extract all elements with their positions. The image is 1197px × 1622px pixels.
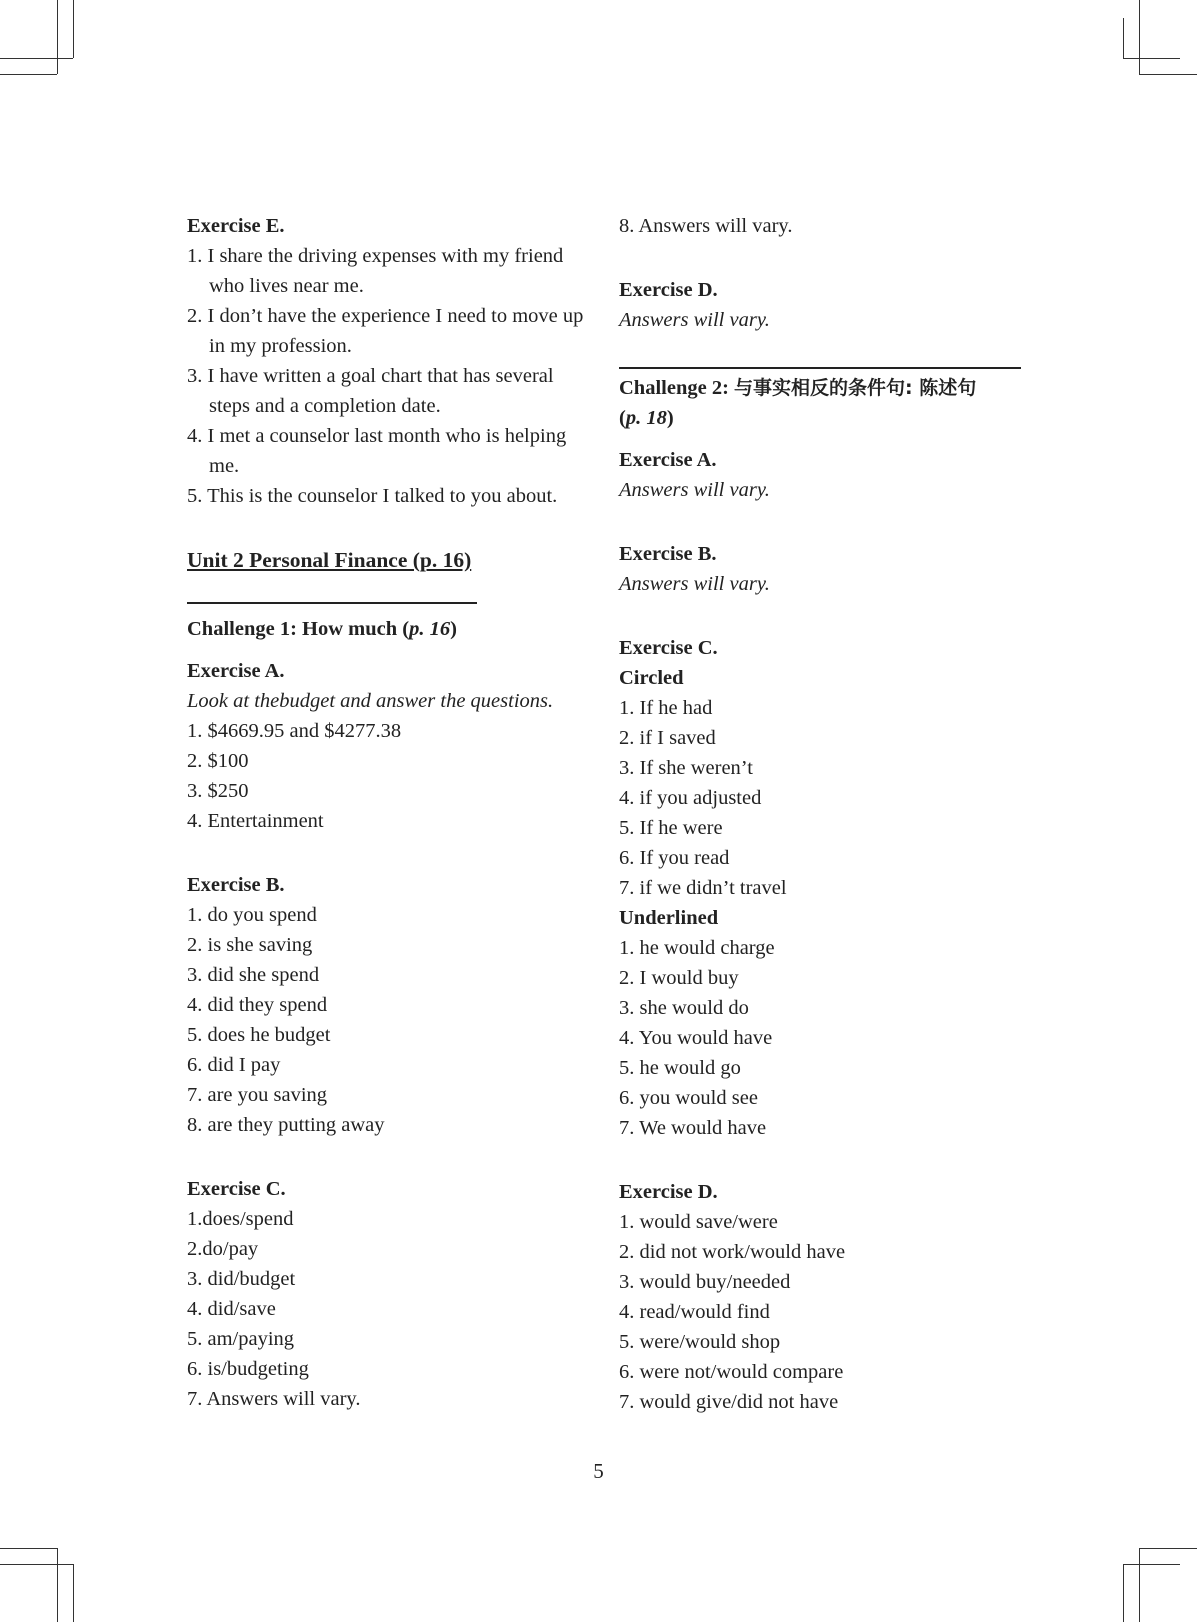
challenge-1-title: Challenge 1: How much (p. 16) [187, 618, 457, 640]
exercise-d-item: 6. were not/would compare [619, 1361, 844, 1383]
exercise-a-instruction: Look at thebudget and answer the questions. [187, 690, 554, 712]
crop-mark [57, 0, 58, 74]
exercise-d-item: 1. would save/were [619, 1211, 778, 1233]
exercise-c-item: 1.does/spend [187, 1208, 294, 1230]
circled-label: Circled [619, 667, 684, 689]
underlined-item: 1. he would charge [619, 937, 775, 959]
exercise-b-item: 6. did I pay [187, 1054, 281, 1076]
exercise-a-note: Answers will vary. [619, 479, 770, 501]
underlined-item: 6. you would see [619, 1087, 758, 1109]
circled-item: 1. If he had [619, 697, 713, 719]
exercise-c-heading: Exercise C. [619, 637, 718, 659]
page-number: 5 [593, 1459, 604, 1483]
crop-mark [1139, 74, 1197, 75]
challenge-2-title: Challenge 2: 与事实相反的条件句: 陈述句 (p. 18) [619, 377, 977, 429]
exercise-b-item: 3. did she spend [187, 964, 320, 986]
crop-mark [1123, 18, 1124, 58]
exercise-a-item: 4. Entertainment [187, 810, 324, 832]
exercise-e-item: 1. I share the driving expenses with my friend who lives near me. [187, 245, 564, 297]
underlined-item: 7. We would have [619, 1117, 767, 1139]
underlined-item: 4. You would have [619, 1027, 773, 1049]
crop-mark [73, 0, 74, 58]
crop-mark [1139, 0, 1140, 74]
exercise-d-heading: Exercise D. [619, 1181, 718, 1203]
crop-mark [1139, 1548, 1140, 1622]
continued-item: 8. Answers will vary. [619, 215, 793, 237]
exercise-c-item: 5. am/paying [187, 1328, 295, 1350]
exercise-b-heading: Exercise B. [187, 874, 285, 896]
circled-item: 4. if you adjusted [619, 787, 762, 809]
exercise-b-item: 4. did they spend [187, 994, 328, 1016]
exercise-e-heading: Exercise E. [187, 215, 285, 237]
underlined-item: 5. he would go [619, 1057, 741, 1079]
exercise-c-item: 6. is/budgeting [187, 1358, 309, 1380]
crop-mark [0, 58, 73, 59]
exercise-c-heading: Exercise C. [187, 1178, 286, 1200]
crop-mark [1123, 1564, 1124, 1622]
exercise-b-item: 1. do you spend [187, 904, 317, 926]
right-column [619, 211, 1029, 1417]
exercise-e-item: 5. This is the counselor I talked to you about. [187, 485, 558, 507]
exercise-e-item: 4. I met a counselor last month who is helping me. [187, 425, 567, 477]
crop-mark [73, 1564, 74, 1622]
exercise-c-item: 3. did/budget [187, 1268, 296, 1290]
exercise-b-item: 5. does he budget [187, 1024, 331, 1046]
exercise-d-item: 7. would give/did not have [619, 1391, 839, 1413]
crop-mark [0, 1564, 73, 1565]
circled-item: 6. If you read [619, 847, 730, 869]
underlined-item: 3. she would do [619, 997, 749, 1019]
exercise-b-item: 7. are you saving [187, 1084, 328, 1106]
exercise-b-heading: Exercise B. [619, 543, 717, 565]
exercise-d-item: 3. would buy/needed [619, 1271, 791, 1293]
exercise-c-item: 7. Answers will vary. [187, 1388, 361, 1410]
circled-item: 7. if we didn’t travel [619, 877, 787, 899]
crop-mark [57, 1548, 58, 1622]
exercise-a-item: 3. $250 [187, 780, 249, 802]
exercise-b-item: 2. is she saving [187, 934, 313, 956]
unit-title: Unit 2 Personal Finance (p. 16) [187, 548, 472, 572]
exercise-d-item: 5. were/would shop [619, 1331, 781, 1353]
exercise-d-heading: Exercise D. [619, 279, 718, 301]
left-column [187, 211, 595, 1414]
underlined-item: 2. I would buy [619, 967, 739, 989]
crop-mark [1123, 1564, 1180, 1565]
exercise-a-heading: Exercise A. [619, 449, 717, 471]
crop-mark [0, 74, 57, 75]
circled-item: 2. if I saved [619, 727, 716, 749]
underlined-label: Underlined [619, 907, 719, 929]
exercise-a-item: 2. $100 [187, 750, 249, 772]
circled-item: 5. If he were [619, 817, 723, 839]
exercise-b-note: Answers will vary. [619, 573, 770, 595]
exercise-d-item: 2. did not work/would have [619, 1241, 846, 1263]
crop-mark [0, 1548, 57, 1549]
circled-item: 3. If she weren’t [619, 757, 753, 779]
exercise-e-item: 2. I don’t have the experience I need to move up in my profession. [187, 305, 584, 357]
exercise-a-item: 1. $4669.95 and $4277.38 [187, 720, 402, 742]
exercise-d-note: Answers will vary. [619, 309, 770, 331]
exercise-a-heading: Exercise A. [187, 660, 285, 682]
crop-mark [1123, 58, 1180, 59]
exercise-c-item: 4. did/save [187, 1298, 276, 1320]
crop-mark [1139, 1548, 1197, 1549]
exercise-d-item: 4. read/would find [619, 1301, 770, 1323]
exercise-e-item: 3. I have written a goal chart that has several steps and a completion date. [187, 365, 554, 417]
exercise-c-item: 2.do/pay [187, 1238, 259, 1260]
exercise-b-item: 8. are they putting away [187, 1114, 385, 1136]
